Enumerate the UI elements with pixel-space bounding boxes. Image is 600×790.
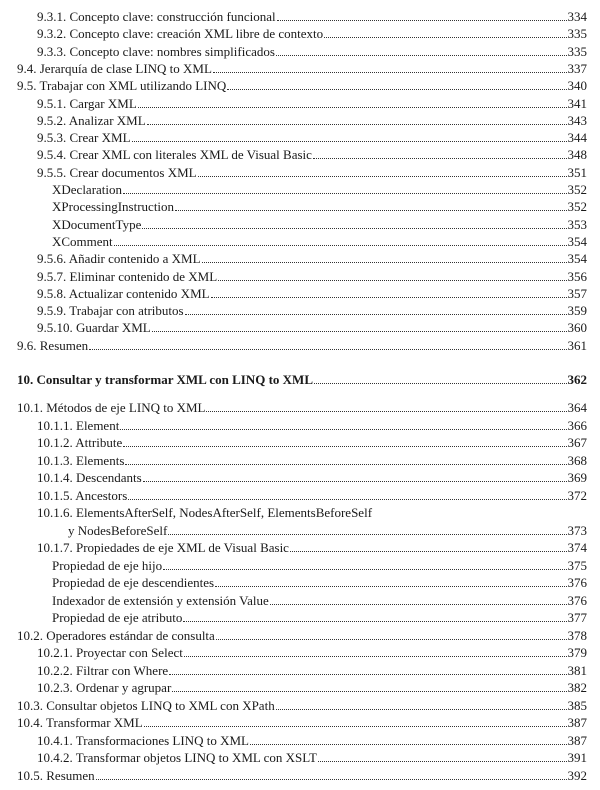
toc-entry-title: XDeclaration bbox=[52, 182, 123, 197]
leader-dots bbox=[168, 534, 566, 535]
toc-entry bbox=[0, 592, 587, 609]
leader-dots bbox=[276, 709, 567, 710]
toc-entry-page: 348 bbox=[567, 147, 587, 163]
toc-entry-title: 10.2. Operadores estándar de consulta bbox=[17, 627, 215, 643]
toc-entry bbox=[0, 250, 587, 267]
toc-entry bbox=[0, 697, 587, 714]
toc-entry-title: 10.5. Resumen bbox=[17, 767, 95, 783]
toc-entry bbox=[0, 77, 587, 94]
toc-entry-page: 376 bbox=[567, 592, 587, 608]
toc-entry-title: 9.5.3. Crear XML bbox=[37, 130, 131, 146]
toc-entry-page: 364 bbox=[567, 400, 587, 415]
toc-entry-page: 378 bbox=[567, 627, 587, 643]
toc-entry-title: 10.1.7. Propiedades de eje XML de Visual Basic bbox=[37, 540, 289, 555]
toc-entry bbox=[0, 216, 587, 233]
leader-dots bbox=[152, 331, 567, 332]
leader-dots bbox=[324, 37, 566, 38]
toc-entry-page: 376 bbox=[567, 575, 587, 590]
toc-entry-title: 9.4. Jerarquía de clase LINQ to XML bbox=[17, 60, 212, 76]
toc-entry bbox=[0, 452, 587, 469]
toc-entry-page: 368 bbox=[567, 452, 587, 468]
toc-entry bbox=[0, 164, 587, 181]
toc-entry bbox=[0, 129, 587, 146]
toc-entry-page: 361 bbox=[567, 337, 587, 353]
toc-entry-page: 340 bbox=[567, 78, 587, 94]
leader-dots bbox=[172, 691, 566, 692]
toc-entry bbox=[0, 198, 587, 215]
toc-entry-title: 10.4.1. Transformaciones LINQ to XML bbox=[37, 732, 249, 748]
toc-entry bbox=[0, 504, 587, 521]
toc-entry bbox=[0, 574, 587, 591]
toc-entry bbox=[0, 25, 587, 42]
leader-dots bbox=[202, 262, 567, 263]
leader-dots bbox=[175, 210, 566, 211]
toc-entry bbox=[0, 43, 587, 60]
toc-entry bbox=[0, 627, 587, 644]
toc-entry bbox=[0, 644, 587, 661]
toc-entry-title: 10.4.2. Transformar objetos LINQ to XML con XSLT bbox=[37, 750, 317, 765]
toc-entry-title: 10.3. Consultar objetos LINQ to XML con XPath bbox=[17, 697, 275, 713]
leader-dots bbox=[198, 176, 567, 177]
toc-entry-title: 9.5.5. Crear documentos XML bbox=[37, 164, 197, 180]
toc-entry-page: 373 bbox=[567, 522, 587, 538]
toc-entry bbox=[0, 522, 587, 539]
toc-entry-title: 9.3.3. Concepto clave: nombres simplificados bbox=[37, 43, 275, 59]
toc-entry bbox=[0, 732, 587, 749]
toc-entry-page: 367 bbox=[567, 435, 587, 450]
toc-entry-page: 353 bbox=[567, 216, 587, 232]
toc-entry-title: XDocumentType bbox=[52, 216, 142, 232]
toc-entry-title: 9.5.4. Crear XML con literales XML de Visual Basic bbox=[37, 147, 312, 163]
toc-entry-title: 9.5.6. Añadir contenido a XML bbox=[37, 251, 201, 267]
leader-dots bbox=[211, 297, 567, 298]
toc-entry bbox=[0, 469, 587, 486]
leader-dots bbox=[313, 158, 567, 159]
toc-entry bbox=[0, 417, 587, 434]
toc-entry bbox=[0, 8, 587, 25]
toc-entry-page: 334 bbox=[567, 9, 587, 24]
leader-dots bbox=[128, 499, 566, 500]
toc-entry bbox=[0, 679, 587, 696]
leader-dots bbox=[138, 107, 567, 108]
toc-entry-title: Indexador de extensión y extensión Value bbox=[52, 592, 269, 608]
toc-entry-title: 9.5. Trabajar con XML utilizando LINQ bbox=[17, 78, 227, 94]
leader-dots bbox=[215, 586, 566, 587]
toc-entry-title: Propiedad de eje hijo bbox=[52, 557, 163, 573]
toc-entry-title: 9.5.7. Eliminar contenido de XML bbox=[37, 268, 218, 284]
toc-entry-page: 354 bbox=[567, 251, 587, 267]
toc-entry-title: 9.5.10. Guardar XML bbox=[37, 320, 151, 336]
leader-dots bbox=[276, 55, 567, 56]
leader-dots bbox=[120, 429, 566, 430]
toc-entry-title: XComment bbox=[52, 233, 113, 249]
toc-entry-title: 9.5.1. Cargar XML bbox=[37, 95, 137, 111]
toc-entry-title: 10.1.6. ElementsAfterSelf, NodesAfterSelf, ElementsBeforeSelf bbox=[37, 505, 373, 520]
toc-entry bbox=[0, 112, 587, 129]
toc-entry bbox=[0, 319, 587, 336]
leader-dots bbox=[142, 228, 566, 229]
toc-entry-title: 10.1. Métodos de eje LINQ to XML bbox=[17, 400, 206, 415]
leader-dots bbox=[123, 446, 566, 447]
toc-entry-page: 337 bbox=[567, 60, 587, 76]
toc-entry-page: 356 bbox=[567, 268, 587, 284]
leader-dots bbox=[213, 72, 567, 73]
leader-dots bbox=[290, 551, 567, 552]
toc-entry-page: 341 bbox=[567, 95, 587, 111]
toc-entry-title: y NodesBeforeSelf bbox=[68, 522, 168, 538]
toc-entry-page: 369 bbox=[567, 470, 587, 485]
toc-entry-page: 375 bbox=[567, 557, 587, 573]
leader-dots bbox=[184, 656, 567, 657]
toc-entry-page: 351 bbox=[567, 164, 587, 180]
toc-entry bbox=[0, 268, 587, 285]
toc-entry-page: 360 bbox=[567, 320, 587, 336]
leader-dots bbox=[183, 621, 566, 622]
leader-dots bbox=[227, 89, 566, 90]
toc-entry bbox=[0, 181, 587, 198]
leader-dots bbox=[318, 761, 567, 762]
toc-entry bbox=[0, 95, 587, 112]
toc-entry bbox=[0, 434, 587, 451]
toc-entry-title: 10.1.3. Elements bbox=[37, 452, 125, 468]
toc-entry-title: 10.4. Transformar XML bbox=[17, 715, 143, 730]
toc-entry-title: Propiedad de eje atributo bbox=[52, 610, 183, 625]
toc-entry-title: 10.1.4. Descendants bbox=[37, 470, 142, 485]
toc-entry-page: 387 bbox=[567, 715, 587, 730]
toc-entry-title: 10.1.5. Ancestors bbox=[37, 487, 128, 503]
toc-entry-page: 391 bbox=[567, 750, 587, 765]
toc-entry bbox=[0, 609, 587, 626]
toc-entry-title: 10.2.1. Proyectar con Select bbox=[37, 645, 183, 660]
toc-entry-page: 392 bbox=[567, 767, 587, 783]
toc-entry-page: 335 bbox=[567, 26, 587, 42]
toc-entry bbox=[0, 662, 587, 679]
toc-entry-page: 362 bbox=[567, 372, 587, 387]
toc-entry-title: 10.1.1. Element bbox=[37, 417, 120, 433]
toc-entry bbox=[0, 285, 587, 302]
leader-dots bbox=[125, 464, 566, 465]
toc-entry-title: 9.6. Resumen bbox=[17, 337, 89, 353]
toc-entry-page: 357 bbox=[567, 285, 587, 301]
toc-entry-page: 374 bbox=[567, 540, 587, 555]
toc-entry bbox=[0, 557, 587, 574]
toc-entry-page: 381 bbox=[567, 662, 587, 678]
toc-entry bbox=[0, 539, 587, 556]
leader-dots bbox=[123, 193, 566, 194]
leader-dots bbox=[114, 245, 567, 246]
toc-entry-title: 9.5.8. Actualizar contenido XML bbox=[37, 285, 210, 301]
toc-entry-page: 344 bbox=[567, 130, 587, 146]
leader-dots bbox=[277, 20, 567, 21]
leader-dots bbox=[216, 639, 567, 640]
toc-entry-title: 9.3.2. Concepto clave: creación XML libre de contexto bbox=[37, 26, 324, 42]
toc-entry-page: 354 bbox=[567, 233, 587, 249]
toc-entry-title: 10.2.3. Ordenar y agrupar bbox=[37, 680, 172, 695]
toc-entry bbox=[0, 767, 587, 784]
toc-entry-title: 9.5.2. Analizar XML bbox=[37, 112, 146, 128]
toc-entry-title: 9.5.9. Trabajar con atributos bbox=[37, 303, 184, 319]
toc-entry-page: 372 bbox=[567, 487, 587, 503]
leader-dots bbox=[314, 383, 567, 384]
toc-entry-page: 377 bbox=[567, 610, 587, 625]
toc-entry-title: 9.3.1. Concepto clave: construcción funcional bbox=[37, 9, 276, 24]
toc-entry-page: 343 bbox=[567, 112, 587, 128]
toc-entry-page: 352 bbox=[567, 182, 587, 197]
toc-entry-page: 379 bbox=[567, 645, 587, 660]
leader-dots bbox=[144, 726, 567, 727]
leader-dots bbox=[250, 744, 567, 745]
toc-entry bbox=[0, 233, 587, 250]
toc-entry bbox=[0, 302, 587, 319]
toc-entry bbox=[0, 749, 587, 766]
toc-entry bbox=[0, 399, 587, 416]
leader-dots bbox=[96, 779, 567, 780]
toc-entry bbox=[0, 487, 587, 504]
toc-entry-title: 10.2.2. Filtrar con Where bbox=[37, 662, 169, 678]
toc-entry bbox=[0, 337, 587, 354]
toc-entry-page: 382 bbox=[567, 680, 587, 695]
leader-dots bbox=[147, 124, 567, 125]
toc-chapter-heading bbox=[0, 371, 587, 388]
toc-entry-page: 387 bbox=[567, 732, 587, 748]
toc-entry-title: 10.1.2. Attribute bbox=[37, 435, 123, 450]
leader-dots bbox=[169, 674, 566, 675]
leader-dots bbox=[206, 411, 566, 412]
toc-entry-page: 385 bbox=[567, 697, 587, 713]
toc-entry-page: 352 bbox=[567, 199, 587, 215]
toc-entry-title: Propiedad de eje descendientes bbox=[52, 575, 215, 590]
leader-dots bbox=[218, 280, 566, 281]
leader-dots bbox=[143, 481, 567, 482]
toc-entry-title: 10. Consultar y transformar XML con LINQ to XML bbox=[17, 372, 313, 387]
leader-dots bbox=[185, 314, 567, 315]
toc-entry bbox=[0, 714, 587, 731]
toc-entry-page: 366 bbox=[567, 417, 587, 433]
toc-entry bbox=[0, 60, 587, 77]
leader-dots bbox=[163, 569, 566, 570]
toc-entry-title: XProcessingInstruction bbox=[52, 199, 175, 215]
toc-entry bbox=[0, 146, 587, 163]
leader-dots bbox=[270, 604, 567, 605]
toc-entry-page: 359 bbox=[567, 303, 587, 319]
leader-dots bbox=[89, 349, 566, 350]
leader-dots bbox=[132, 141, 567, 142]
toc-entry-page: 335 bbox=[567, 43, 587, 59]
